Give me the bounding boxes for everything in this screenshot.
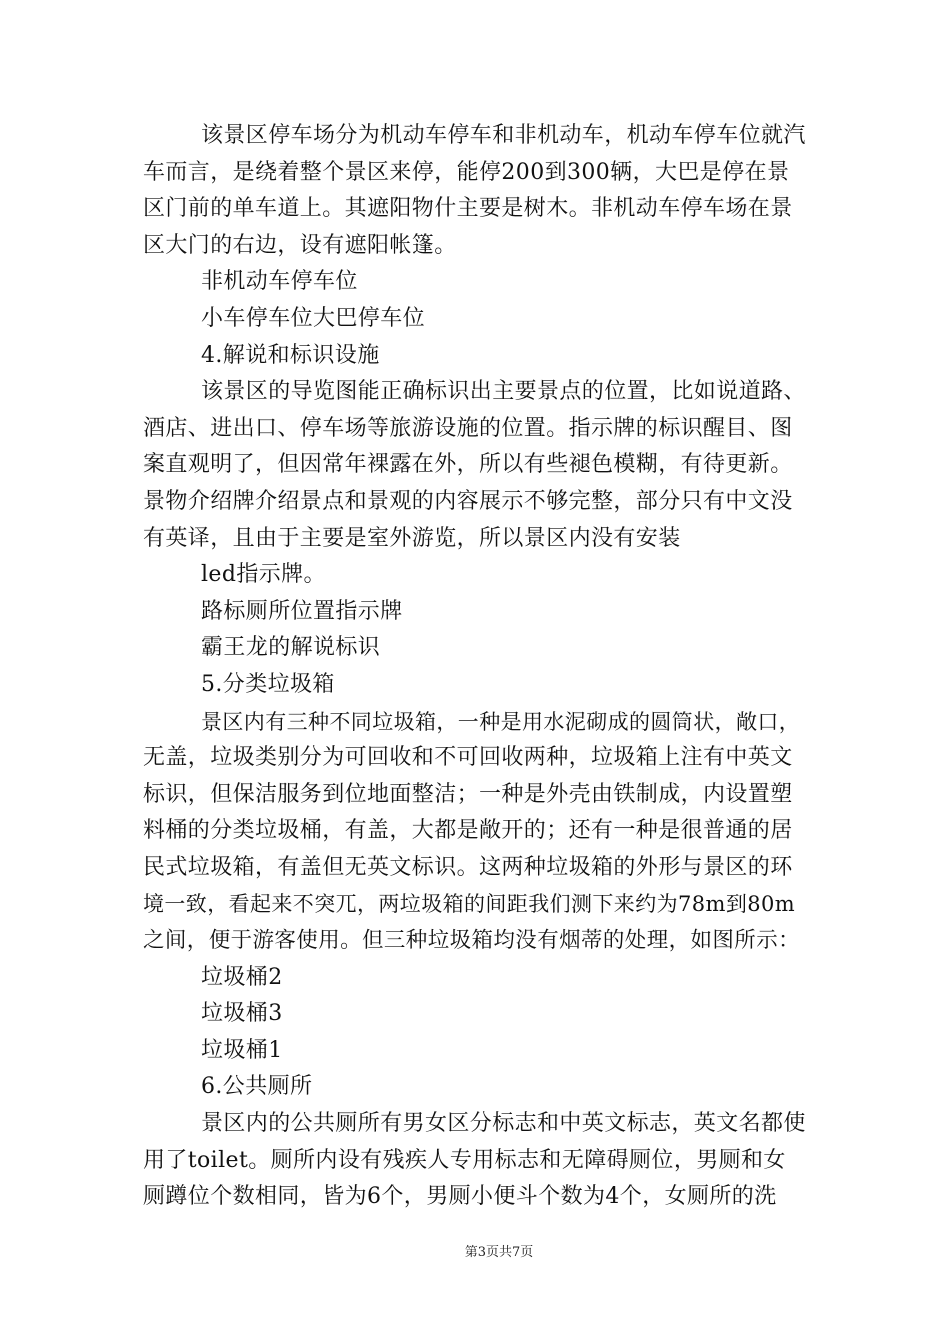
paragraph-line: 案直观明了，但因常年裸露在外，所以有些褪色模糊，有待更新。 (143, 452, 793, 478)
paragraph-line: 该景区停车场分为机动车停车和非机动车，机动车停车位就汽 (201, 123, 806, 148)
paragraph-line: 无盖，垃圾类别分为可回收和不可回收两种，垃圾箱上注有中英文 (143, 745, 793, 771)
paragraph-line: 区门前的单车道上。其遮阳物什主要是树木。非机动车停车场在景 (143, 196, 793, 222)
caption-line: 垃圾桶2 (201, 964, 283, 990)
caption-line: 小车停车位大巴停车位 (201, 305, 426, 331)
paragraph-line: 民式垃圾箱，有盖但无英文标识。这两种垃圾箱的外形与景区的环 (143, 854, 793, 880)
paragraph-line: 标识，但保洁服务到位地面整洁；一种是外壳由铁制成，内设置塑 (143, 781, 793, 807)
section-heading: 5.分类垃圾箱 (201, 671, 335, 697)
caption-line: 路标厕所位置指示牌 (201, 598, 403, 624)
document-body (143, 118, 807, 1216)
caption-line: 垃圾桶1 (201, 1037, 283, 1063)
paragraph-line: 之间，便于游客使用。但三种垃圾箱均没有烟蒂的处理，如图所示： (143, 928, 801, 954)
caption-line: 霸王龙的解说标识 (201, 635, 381, 661)
paragraph-line: 区大门的右边，设有遮阳帐篷。 (143, 232, 457, 258)
paragraph-line: 厕蹲位个数相同，皆为6个，男厕小便斗个数为4个，女厕所的洗 (143, 1184, 777, 1210)
caption-line: 垃圾桶3 (201, 1001, 283, 1027)
section-heading: 4.解说和标识设施 (201, 342, 380, 368)
paragraph-line: 车而言，是绕着整个景区来停，能停200到300辆，大巴是停在景 (143, 159, 790, 185)
caption-line: 非机动车停车位 (201, 269, 358, 295)
paragraph-line: led指示牌。 (201, 562, 326, 588)
paragraph-line: 用了toilet。厕所内设有残疾人专用标志和无障碍厕位，男厕和女 (143, 1147, 786, 1173)
paragraph-line: 料桶的分类垃圾桶，有盖，大都是敞开的；还有一种是很普通的居 (143, 818, 793, 844)
section-heading: 6.公共厕所 (201, 1074, 313, 1100)
paragraph-line: 有英译，且由于主要是室外游览，所以景区内没有安装 (143, 525, 681, 551)
paragraph-line: 景物介绍牌介绍景点和景观的内容展示不够完整，部分只有中文没 (143, 488, 793, 514)
paragraph-line: 景区内有三种不同垃圾箱，一种是用水泥砌成的圆筒状，敞口， (201, 709, 801, 734)
paragraph-line: 景区内的公共厕所有男女区分标志和中英文标志，英文名都使 (201, 1111, 806, 1137)
paragraph-line: 境一致，看起来不突兀，两垃圾箱的间距我们测下来约为78m到80m (143, 892, 796, 917)
page-number-footer: 第3页共7页 (464, 1245, 534, 1260)
paragraph-line: 酒店、进出口、停车场等旅游设施的位置。指示牌的标识醒目、图 (143, 415, 793, 441)
paragraph-line: 该景区的导览图能正确标识出主要景点的位置，比如说道路、 (201, 379, 806, 405)
